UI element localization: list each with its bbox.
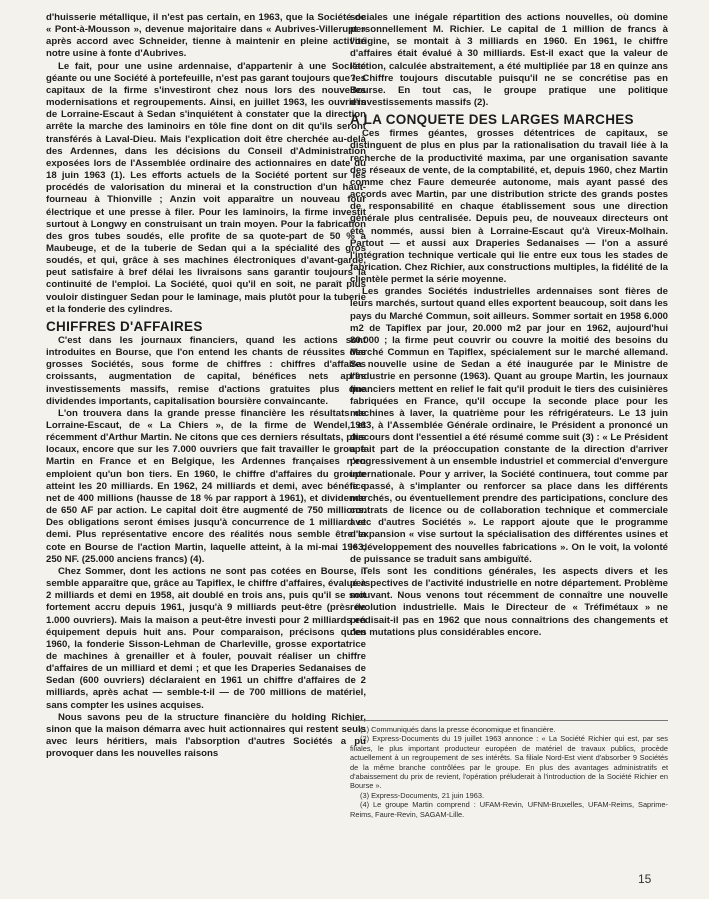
footnotes — [350, 720, 668, 819]
left-column — [46, 12, 366, 760]
paragraph: Le fait, pour une usine ardennaise, d'appartenir à une Société géante ou une Société à portefeuille, n'est pas garant toujours que les capitaux de la firme s'investiront chez nous lors des nouvelles modernisations et regroupements. Ainsi, en juillet 1963, les ouvriers de Lorraine-Escaut à Sedan s'inquiétent à constater que la direction arrête la marche des laminoirs en tôle fine dont on dit qu'ils seront transférés à Laval-Dieu. Mais l'explication doit être cherchée au-delà des Ardennes, dans les décisions du Conseil d'Administration exposées lors de l'Assemblée ordinaire des actionnaires en date du 18 juin 1963 (1). Les efforts actuels de la Société portent sur les procédés de valorisation du minerai et la construction d'un haut-fourneau à Thionville ; Anzin voit apparaître un nouveau four électrique et une presse à filer. Pour les laminoirs, la firme investit surtout à Longwy en construisant un train moyen. Pour la fabrication des gros tubes soudés, elle profite de sa quote-part de 50 % à Maubeuge, et de la tuberie de Sedan qui a la spécialité des gros soudés, et qui, grâce à ses machines électroniques d'avant-garde, peut satisfaire à bref délai les livraisons sans garantir toujours la continuité de l'emploi. La Société, quoi qu'il en soit, ne paraît plus vouloir distinguer Sedan pour le laminage, mais plutôt pour la tuberie et la fonderie des cylindres. — [46, 60, 366, 315]
paragraph: C'est dans les journaux financiers, quand les actions sont introduites en Bourse, que l'on entend les chants de réussites des grosses Sociétés, sous forme de chiffres : chiffres d'affaires croissants, augmentation de capital, bénéfices nets après investissements massifs, remise d'actions gratuites plus que dividendes importants, capitalisation boursière convaincante. — [46, 334, 366, 407]
paragraph: d'huisserie métallique, il n'est pas certain, en 1963, que la Société de « Pont-à-Mousson », devenue majoritaire dans « Aubrives-Villerupt » après accord avec Schneider, tienne à maintenir en pleine activité notre usine à fonte d'Aubrives. — [46, 12, 366, 60]
paragraph: sociales une inégale répartition des actions nouvelles, où domine personnellement M. Richier. Le capital de 1 million de francs à l'origine, se montait à 3 milliards en 1960. En 1961, le chiffre d'affaires était évalué à 30 milliards. Est-il exact que la valeur de l'action, calculée abstraitement, a été multipliée par 18 en quinze ans ? Chiffre toujours discutable puisqu'il ne se concrétise pas en Bourse. En tout cas, le groupe pratique une politique d'investissements massifs (2). — [350, 12, 668, 109]
footnote: (1) Communiqués dans la presse économique et financière. — [360, 725, 556, 734]
section-heading: CHIFFRES D'AFFAIRES — [46, 318, 203, 334]
right-column — [350, 12, 668, 639]
paragraph: Tels sont les conditions générales, les aspects divers et les perspectives de l'activité industrielle en notre département. Problème mouvant. Nous venons tout récemment de connaître une nouvelle révolution industrielle. Mais le Directeur de « Tréfimétaux » ne prédisait-il pas en 1962 que nous connaîtrions des changements et des mutations plus considérables encore. — [350, 565, 668, 638]
paragraph: Ces firmes géantes, grosses détentrices de capitaux, se distinguent de plus en plus par la rationalisation du travail liée à la recherche de la productivité maxima, par une organisation savante des réseaux de vente, de la comptabilité, et, depuis 1960, chez Martin comme chez Faure demeurée autonome, mais ayant passé des accords avec Martin, par une distribution stricte des grands postes de responsabilité en chaque établissement sous une direction générale plus centralisée. Depuis peu, de nouveaux directeurs ont été nommés, aussi bien à Lorraine-Escaut qu'à Vireux-Molhain. Partout — et aussi aux Draperies Sedanaises — l'on a assuré l'intégration technique verticale qui lie entre eux tous les stades de fabrication. Chez Richier, aux constructions multiples, la fidélité de la clientèle permet la série moyenne. — [350, 128, 668, 286]
paragraph: Chez Sommer, dont les actions ne sont pas cotées en Bourse, il semble apparaître que, grâce au Tapiflex, le chiffre d'affaires, évalué à 2 milliards et demi en 1958, ait doublé en trois ans, puis qu'il se soit fortement accru depuis 1961, jusqu'à 9 milliards peut-être (près de 1.000 ouvriers). Mais la maison a peut-être investi pour 2 milliards en équipement depuis huit ans. Pour comparaison, précisons qu'en 1960, la fonderie Sisson-Lehman de Charleville, grosse exportatrice de machines à grenailler et à fouler, pouvait réaliser un chiffre d'affaires de un milliard et demi ; et que les Draperies Sedanaises de Sedan (600 ouvriers) déclaraient en 1961 un chiffre d'affaires de 2 milliards, après achat — semble-t-il — de 700 millions de matériel, sans compter les usines acquises. — [46, 565, 366, 711]
footnote: (2) Express-Documents du 19 juillet 1963 annonce : « La Société Richier qui est, par ses filiales, le plus important producteur européen de matériel de travaux publics, procède actuellement à un regroupement de ses intérêts. Sa filiale Nord-Est vient d'absorber 9 Sociétés de la même branche contrôlées par le groupe. En plus des avantages administratifs et d'abaissement du prix de revient, l'opération préluderait à l'introduction de la Société Richier en Bourse ». — [350, 734, 668, 791]
footnote: (4) Le groupe Martin comprend : UFAM-Revin, UFNM-Bruxelles, UFAM-Reims, Saprime-Reims, Faure-Revin, SAGAM-Lille. — [350, 800, 668, 819]
paragraph: Les grandes Sociétés industrielles ardennaises sont fières de leurs marchés, surtout quand elles exportent beaucoup, soit dans les pays du Marché Commun, soit ailleurs. Sommer sortait en 1958 6.000 m2 de Tapiflex par jour, 20.000 m2 par jour en 1962, aujourd'hui 80.000 ; la firme peut couvrir ou couvre la moitié des besoins du Marché Commun en Tapiflex, spécialement sur le marché allemand. Sa nouvelle usine de Sedan a été inaugurée par le Ministre de l'Industrie en personne (1963). Quant au groupe Martin, les journaux financiers mettent en relief le fait qu'il produit le tiers des cuisinières fabriquées en France, qu'il occupe la seconde place pour les machines à laver, la quatrième pour les réfrigérateurs. Le 13 juin 1963, à l'Assemblée Générale ordinaire, le Président a prononcé un discours dont l'essentiel a été résumé comme suit (3) : « Le Président a fait part de la préoccupation constante de la direction d'arriver progressivement à un ensemble industriel et commercial d'envergure internationale. Pour y arriver, la Société continuera, tout comme par le passé, à s'implanter ou renforcer sa place dans les différents marchés, ou éventuellement prendre des participations, conclure des contrats de licence ou de collaboration technique et commerciale avec d'autres Sociétés ». Le rapport ajoute que le programme d'expansion « vise surtout la spécialisation des différentes usines et le développement des nouvelles fabrications ». On le voit, la volonté de puissance se traduit sans ambiguïté. — [350, 286, 668, 565]
footnote: (3) Express-Documents, 21 juin 1963. — [360, 790, 485, 800]
section-heading: A LA CONQUETE DES LARGES MARCHES — [350, 112, 634, 128]
page-number: 15 — [638, 872, 652, 886]
paragraph: Nous savons peu de la structure financière du holding Richier, sinon que la maison démarra avec huit actionnaires qui restent seuls avec leurs héritiers, mais l'absorption d'autres Sociétés a pu provoquer dans les nouvelles raisons — [46, 711, 366, 760]
paragraph: L'on trouvera dans la grande presse financière les résultats de Lorraine-Escaut, de « La Chiers », de la firme de Wendel, et récemment d'Arthur Martin. Ne citons que ces derniers résultats, plus locaux, encore que sur les 7.000 ouvriers que fait travailler le groupe Martin en France et en Belgique, les Ardennes françaises n'en emploient qu'un bon tiers. En 1960, le chiffre d'affaires du groupe atteint les 20 milliards. En 1962, 24 milliards et demi, avec bénéfice net de 400 millions (hausse de 18 % par rapport à 1961), et dividende de 650 AF par action. Le capital doit être augmenté de 750 millions. Des obligations seront émises jusqu'à concurrence de 1 milliard et demi. Plus représentative encore des réalités nous semble être la cote en Bourse de l'action Martin, laquelle atteint, à la mi-mai 1963, 250 NF. (25.000 anciens francs) (4). — [46, 407, 366, 565]
